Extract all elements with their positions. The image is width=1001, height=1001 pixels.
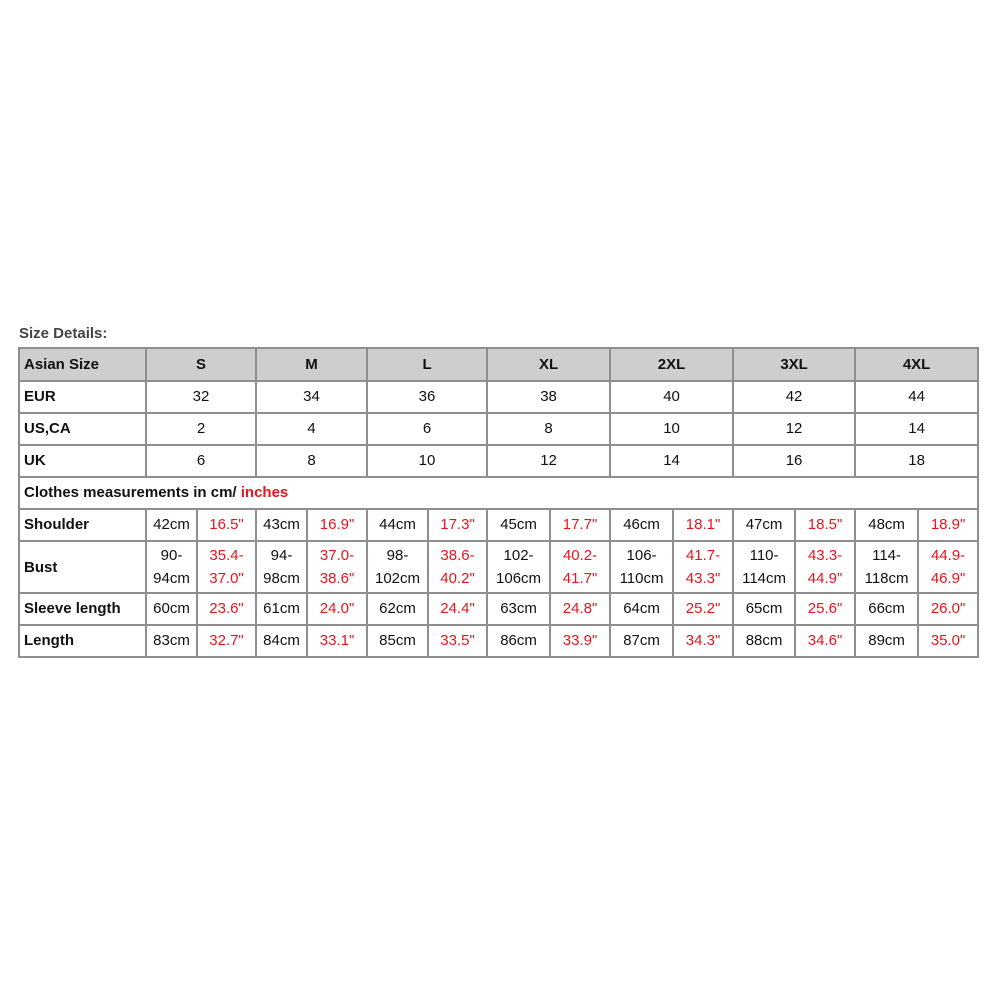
table-cell: 10 — [367, 445, 487, 477]
inch-cell: 25.6" — [795, 593, 855, 625]
table-cell: 34 — [256, 381, 367, 413]
cm-cell: 110- 114cm — [733, 541, 795, 593]
table-row — [19, 445, 978, 477]
row-label: Length — [19, 625, 146, 657]
inch-cell: 24.4" — [428, 593, 487, 625]
inch-cell: 43.3- 44.9" — [795, 541, 855, 593]
cm-cell: 98- 102cm — [367, 541, 428, 593]
inch-cell: 18.1" — [673, 509, 733, 541]
inch-cell: 17.3" — [428, 509, 487, 541]
size-chart-table — [18, 347, 979, 658]
inch-cell: 26.0" — [918, 593, 978, 625]
cm-cell: 83cm — [146, 625, 197, 657]
table-cell: 44 — [855, 381, 978, 413]
cm-cell: 61cm — [256, 593, 307, 625]
inch-cell: 16.5" — [197, 509, 256, 541]
cm-cell: 60cm — [146, 593, 197, 625]
inch-cell: 16.9" — [307, 509, 367, 541]
row-label: US,CA — [19, 413, 146, 445]
inch-cell: 24.0" — [307, 593, 367, 625]
table-cell: 32 — [146, 381, 256, 413]
measurements-section-row — [19, 477, 978, 509]
inch-cell: 37.0- 38.6" — [307, 541, 367, 593]
inch-cell: 18.5" — [795, 509, 855, 541]
row-label: EUR — [19, 381, 146, 413]
cm-cell: 90- 94cm — [146, 541, 197, 593]
cm-cell: 47cm — [733, 509, 795, 541]
inch-cell: 32.7" — [197, 625, 256, 657]
size-header: 2XL — [610, 348, 733, 381]
cm-cell: 45cm — [487, 509, 550, 541]
size-header: L — [367, 348, 487, 381]
table-cell: 2 — [146, 413, 256, 445]
table-row — [19, 625, 978, 657]
measurements-section-title — [19, 477, 978, 509]
row-label: Sleeve length — [19, 593, 146, 625]
inch-cell: 35.4- 37.0" — [197, 541, 256, 593]
table-cell: 36 — [367, 381, 487, 413]
table-cell: 38 — [487, 381, 610, 413]
cm-cell: 84cm — [256, 625, 307, 657]
inch-cell: 23.6" — [197, 593, 256, 625]
cm-cell: 86cm — [487, 625, 550, 657]
cm-cell: 89cm — [855, 625, 918, 657]
table-cell: 8 — [487, 413, 610, 445]
cm-cell: 66cm — [855, 593, 918, 625]
size-header: M — [256, 348, 367, 381]
table-row — [19, 413, 978, 445]
section-highlight: inches — [240, 484, 289, 501]
cm-cell: 42cm — [146, 509, 197, 541]
header-row — [19, 348, 978, 381]
cm-cell: 102- 106cm — [487, 541, 550, 593]
cm-cell: 65cm — [733, 593, 795, 625]
table-cell: 12 — [733, 413, 855, 445]
cm-cell: 94- 98cm — [256, 541, 307, 593]
table-row — [19, 509, 978, 541]
table-cell: 4 — [256, 413, 367, 445]
cm-cell: 63cm — [487, 593, 550, 625]
size-header: XL — [487, 348, 610, 381]
cm-cell: 85cm — [367, 625, 428, 657]
table-cell: 14 — [855, 413, 978, 445]
table-cell: 6 — [146, 445, 256, 477]
table-cell: 18 — [855, 445, 978, 477]
table-cell: 10 — [610, 413, 733, 445]
table-row — [19, 593, 978, 625]
row-label: Bust — [19, 541, 146, 593]
row-label: Asian Size — [19, 348, 146, 381]
inch-cell: 38.6- 40.2" — [428, 541, 487, 593]
table-cell: 40 — [610, 381, 733, 413]
inch-cell: 41.7- 43.3" — [673, 541, 733, 593]
cm-cell: 114- 118cm — [855, 541, 918, 593]
cm-cell: 48cm — [855, 509, 918, 541]
size-details-caption: Size Details: — [19, 325, 108, 342]
cm-cell: 62cm — [367, 593, 428, 625]
inch-cell: 34.6" — [795, 625, 855, 657]
table-row — [19, 541, 978, 593]
cm-cell: 87cm — [610, 625, 673, 657]
section-text: Clothes measurements in cm/ — [24, 484, 241, 501]
table-cell: 16 — [733, 445, 855, 477]
row-label: UK — [19, 445, 146, 477]
inch-cell: 33.5" — [428, 625, 487, 657]
cm-cell: 46cm — [610, 509, 673, 541]
size-header: S — [146, 348, 256, 381]
table-cell: 14 — [610, 445, 733, 477]
inch-cell: 44.9- 46.9" — [918, 541, 978, 593]
cm-cell: 64cm — [610, 593, 673, 625]
inch-cell: 17.7" — [550, 509, 610, 541]
inch-cell: 33.9" — [550, 625, 610, 657]
table-cell: 42 — [733, 381, 855, 413]
cm-cell: 44cm — [367, 509, 428, 541]
cm-cell: 43cm — [256, 509, 307, 541]
size-header: 3XL — [733, 348, 855, 381]
inch-cell: 25.2" — [673, 593, 733, 625]
inch-cell: 24.8" — [550, 593, 610, 625]
row-label: Shoulder — [19, 509, 146, 541]
table-cell: 6 — [367, 413, 487, 445]
table-cell: 12 — [487, 445, 610, 477]
inch-cell: 34.3" — [673, 625, 733, 657]
inch-cell: 18.9" — [918, 509, 978, 541]
inch-cell: 35.0" — [918, 625, 978, 657]
size-header: 4XL — [855, 348, 978, 381]
cm-cell: 88cm — [733, 625, 795, 657]
table-row — [19, 381, 978, 413]
cm-cell: 106- 110cm — [610, 541, 673, 593]
inch-cell: 33.1" — [307, 625, 367, 657]
size-chart-body — [19, 348, 978, 657]
inch-cell: 40.2- 41.7" — [550, 541, 610, 593]
table-cell: 8 — [256, 445, 367, 477]
